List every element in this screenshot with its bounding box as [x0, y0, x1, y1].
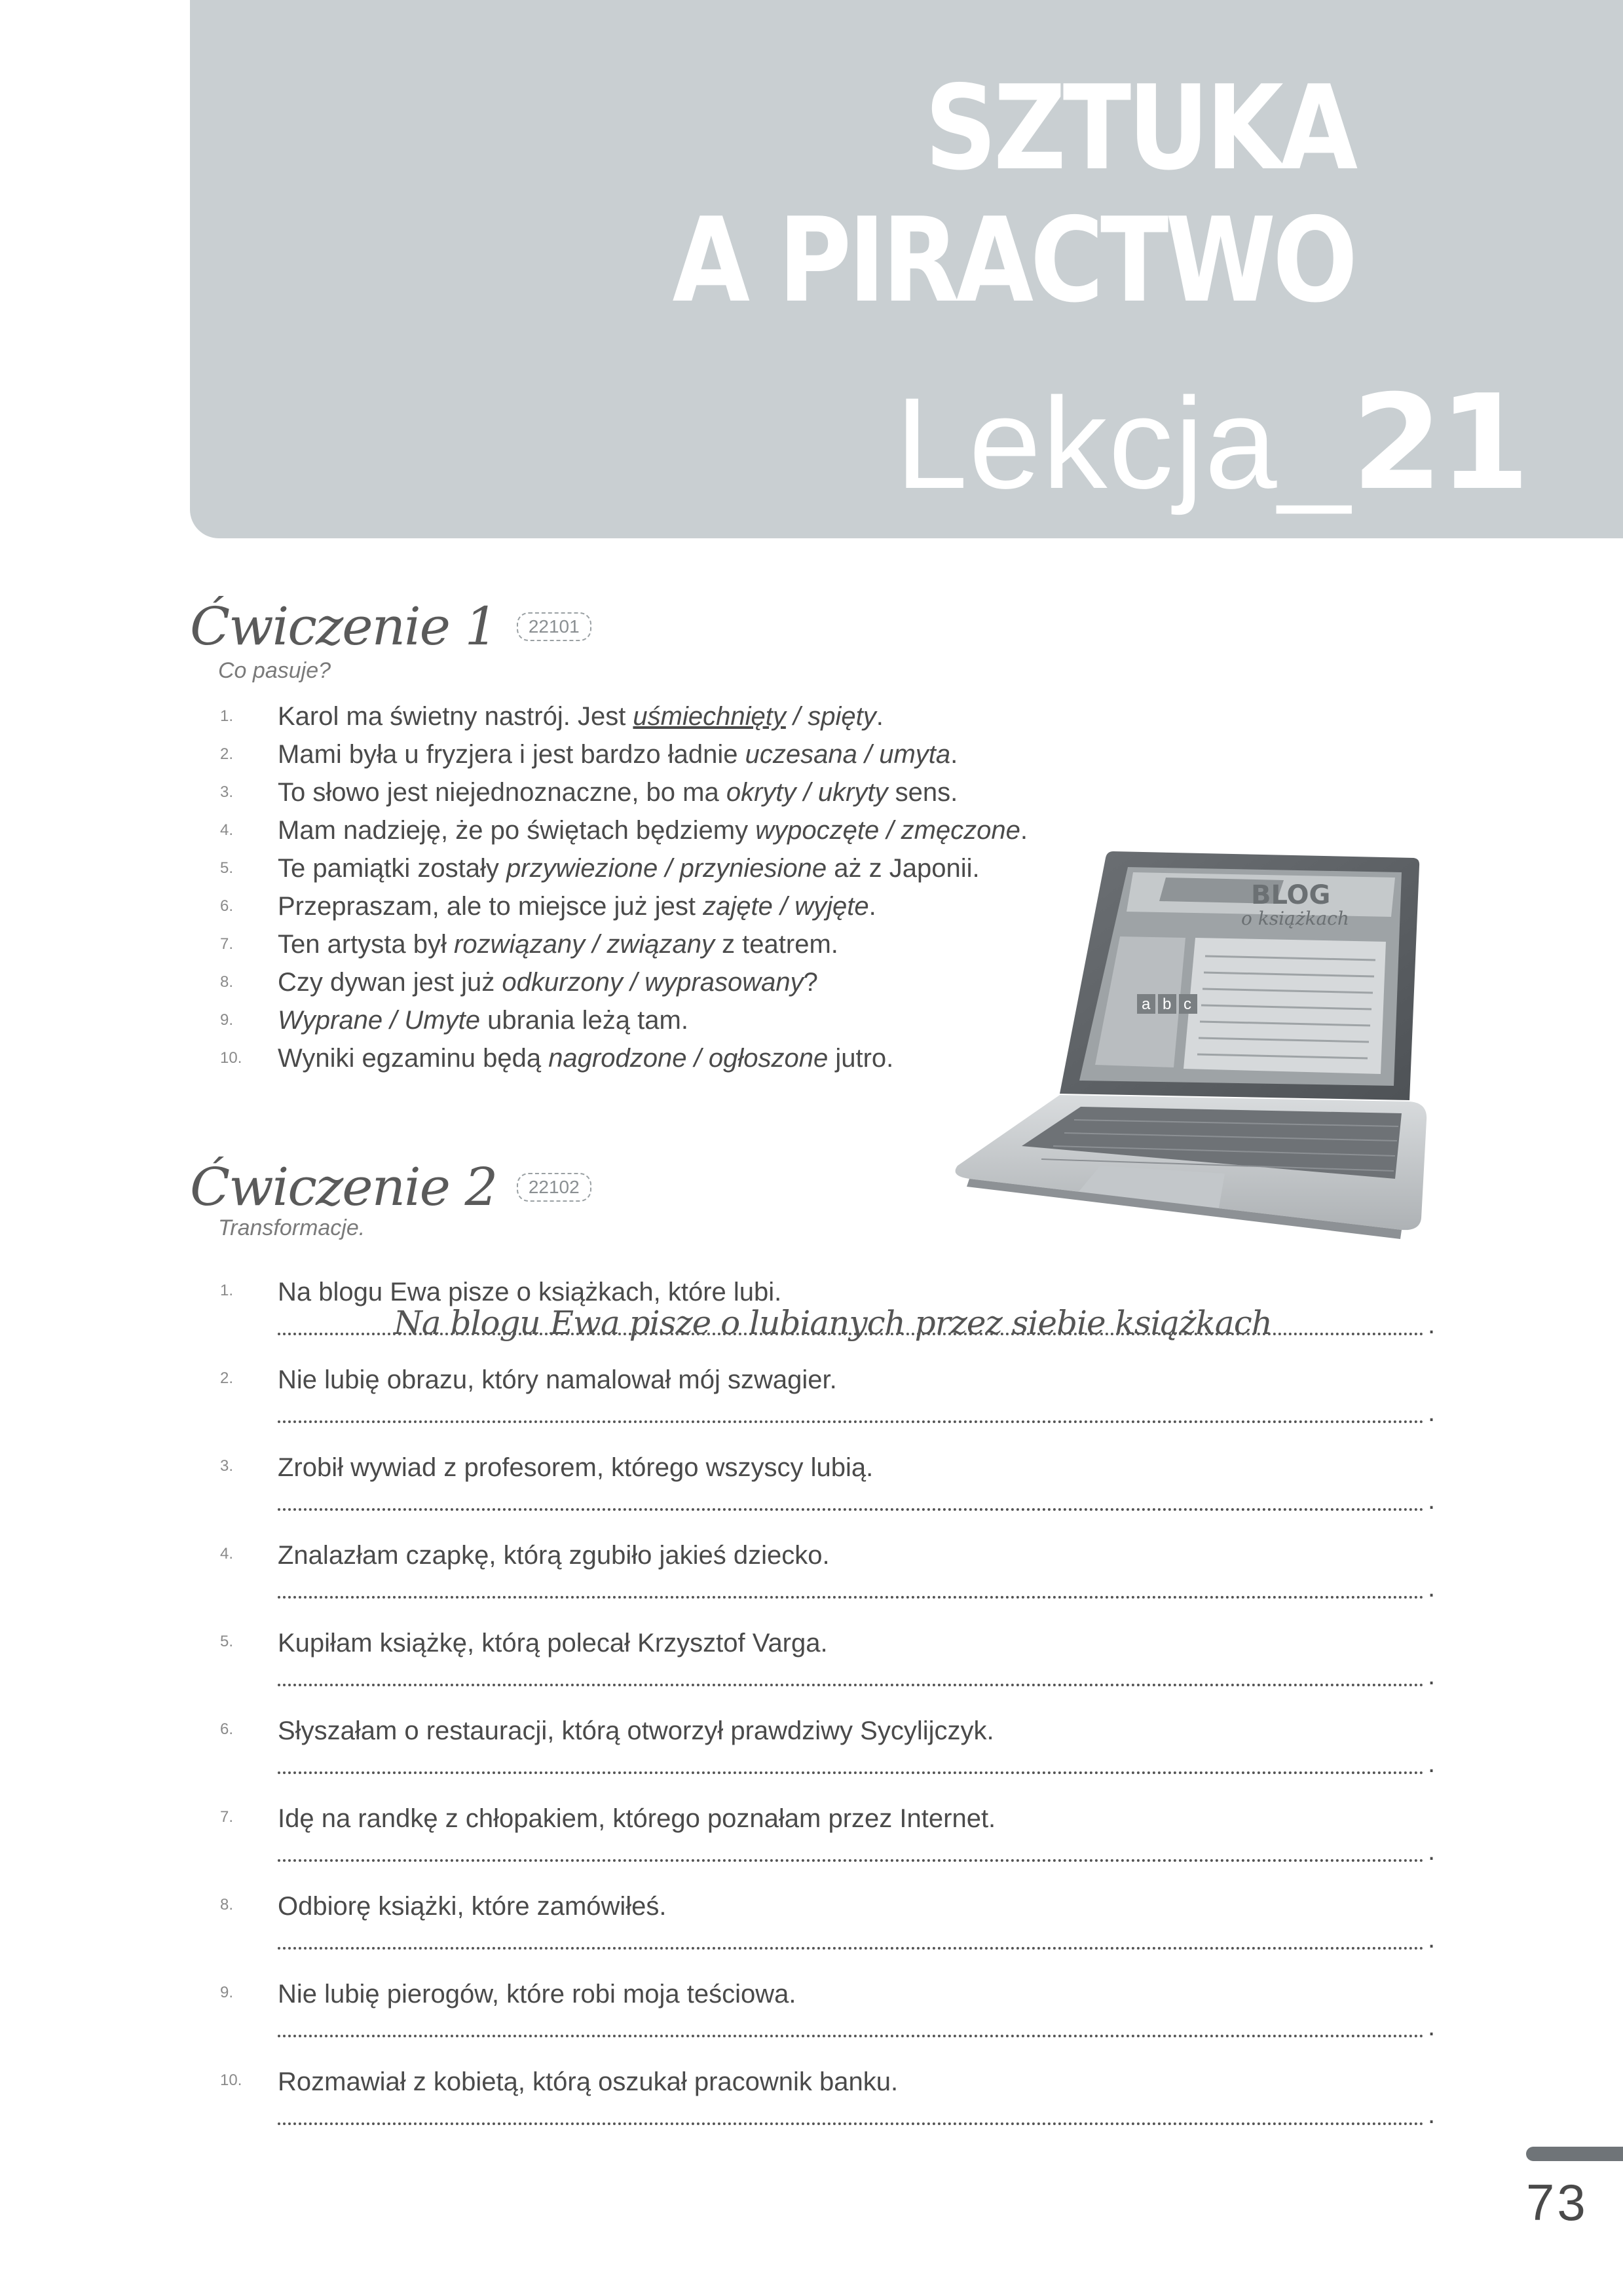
sentence-text: Czy dywan jest już	[278, 968, 502, 997]
option-2[interactable]: umyta	[879, 740, 951, 769]
item-sentence: Kupiłam książkę, którą polecał Krzysztof Varga.	[278, 1629, 828, 1657]
answer-line[interactable]	[278, 2015, 1424, 2037]
answer-line-end: .	[1428, 1749, 1436, 1778]
option-1[interactable]: przywiezione	[506, 854, 658, 883]
option-2[interactable]: zmęczone	[901, 816, 1020, 845]
answer-line[interactable]	[278, 1840, 1424, 1862]
item-sentence	[278, 849, 980, 887]
sentence-text: Ten artysta był	[278, 930, 455, 959]
item-number: 2.	[220, 1369, 234, 1387]
item-number: 7.	[220, 935, 234, 953]
item-number: 6.	[220, 897, 234, 915]
answer-line-end: .	[1428, 1925, 1436, 1953]
answer-line[interactable]	[278, 1664, 1424, 1686]
sentence-text: .	[876, 702, 884, 731]
exercise-2-instruction: Transformacje.	[218, 1215, 365, 1240]
sentence-text: .	[868, 892, 876, 921]
item-number: 8.	[220, 973, 234, 991]
option-2[interactable]: Umyte	[404, 1006, 480, 1035]
item-sentence: Nie lubię obrazu, który namalował mój szwagier.	[278, 1365, 837, 1394]
exercise-1-title: Ćwiczenie 1	[190, 596, 497, 657]
item-sentence	[278, 773, 958, 811]
item-sentence	[278, 963, 818, 1001]
title-line-1: SZTUKA	[924, 60, 1354, 196]
option-2[interactable]: przyniesione	[679, 854, 827, 883]
item-number: 2.	[220, 745, 234, 763]
item-sentence	[278, 925, 838, 963]
sentence-text: To słowo jest niejednoznaczne, bo ma	[278, 778, 726, 807]
item-sentence	[278, 697, 884, 735]
title-line-2: A PIRACTWO	[672, 193, 1354, 328]
option-2[interactable]: spięty	[808, 702, 876, 731]
exercise-1-item	[220, 735, 1137, 773]
answer-line-end: .	[1428, 1310, 1436, 1339]
option-1[interactable]: uczesana	[745, 740, 857, 769]
laptop-screen-subtitle: o książkach	[1241, 908, 1349, 929]
lesson-word: Lekcja_	[895, 371, 1352, 515]
laptop-letter-c: c	[1184, 995, 1191, 1013]
item-sentence: Zrobił wywiad z profesorem, którego wszyscy lubią.	[278, 1453, 874, 1482]
sentence-text: sens.	[887, 778, 958, 807]
item-number: 1.	[220, 707, 234, 725]
exercise-1-instruction: Co pasuje?	[218, 658, 331, 683]
item-number: 5.	[220, 859, 234, 877]
option-separator: /	[785, 702, 808, 731]
item-number: 3.	[220, 1457, 234, 1475]
sentence-text: Wyniki egzaminu będą	[278, 1044, 549, 1073]
sentence-text: .	[950, 740, 958, 769]
item-number: 5.	[220, 1633, 234, 1650]
sentence-text: .	[1020, 816, 1028, 845]
sentence-text: z teatrem.	[714, 930, 838, 959]
answer-line-end: .	[1428, 1486, 1436, 1515]
option-1[interactable]: okryty	[726, 778, 796, 807]
option-1[interactable]: Wyprane	[278, 1006, 383, 1035]
lesson-number: 21	[1351, 367, 1526, 519]
exercise-2-item	[220, 1537, 1436, 1625]
exercise-1-item	[220, 697, 1137, 735]
option-separator: /	[879, 816, 901, 845]
option-1[interactable]: nagrodzone	[548, 1044, 687, 1073]
item-number: 6.	[220, 1720, 234, 1738]
option-separator: /	[857, 740, 880, 769]
laptop-screen-title: BLOG	[1251, 880, 1331, 910]
item-sentence: Idę na randkę z chłopakiem, którego poznałam przez Internet.	[278, 1804, 996, 1833]
answer-line[interactable]	[278, 1401, 1424, 1423]
item-number: 4.	[220, 821, 234, 839]
item-sentence: Słyszałam o restauracji, którą otworzył prawdziwy Sycylijczyk.	[278, 1716, 994, 1745]
item-number: 8.	[220, 1896, 234, 1914]
item-sentence: Odbiorę książki, które zamówiłeś.	[278, 1892, 667, 1921]
answer-line-end: .	[1428, 1574, 1436, 1602]
item-number: 10.	[220, 1049, 242, 1067]
item-sentence: Nie lubię pierogów, które robi moja teściowa.	[278, 1980, 796, 2009]
item-number: 7.	[220, 1808, 234, 1826]
item-number: 9.	[220, 1984, 234, 2001]
laptop-illustration	[943, 838, 1441, 1270]
answer-line[interactable]	[278, 2103, 1424, 2125]
answer-line-end: .	[1428, 1398, 1436, 1427]
exercise-2-item	[220, 1274, 1436, 1361]
option-separator: /	[382, 1006, 405, 1035]
option-separator: /	[658, 854, 680, 883]
exercise-2-title: Ćwiczenie 2	[190, 1157, 497, 1217]
sentence-text: Mam nadzieję, że po świętach będziemy	[278, 816, 756, 845]
sentence-text: aż z Japonii.	[827, 854, 980, 883]
item-sentence	[278, 1001, 688, 1039]
option-2[interactable]: związany	[606, 930, 715, 959]
exercise-2-item	[220, 1713, 1436, 1800]
option-2[interactable]: wyprasowany	[644, 968, 804, 997]
item-sentence	[278, 887, 876, 925]
sentence-text: ubrania leżą tam.	[479, 1006, 688, 1035]
item-sentence: Na blogu Ewa pisze o książkach, które lubi.	[278, 1278, 782, 1306]
exercise-2-item	[220, 1449, 1436, 1537]
answer-line-end: .	[1428, 1661, 1436, 1690]
item-number: 9.	[220, 1011, 234, 1029]
exercise-1-heading	[190, 596, 591, 657]
exercise-2-list	[220, 1274, 1436, 2151]
laptop-letter-b: b	[1163, 995, 1172, 1013]
option-separator: /	[796, 778, 818, 807]
sentence-text: Mami była u fryzjera i jest bardzo ładnie	[278, 740, 745, 769]
exercise-2-item	[220, 2064, 1436, 2151]
option-1[interactable]: zajęte	[703, 892, 773, 921]
answer-line-end: .	[1428, 1837, 1436, 1866]
answer-line[interactable]	[278, 1489, 1424, 1511]
option-separator: /	[585, 930, 607, 959]
option-separator: /	[686, 1044, 709, 1073]
sentence-text: Te pamiątki zostały	[278, 854, 507, 883]
answer-line[interactable]	[278, 1576, 1424, 1599]
exercise-2-code: 22102	[517, 1173, 591, 1202]
answer-line-end: .	[1428, 2012, 1436, 2041]
answer-line[interactable]	[278, 1752, 1424, 1774]
option-1[interactable]: odkurzony	[502, 968, 623, 997]
handwritten-answer: Na blogu Ewa pisze o lubianych przez siebie książkach	[394, 1304, 1272, 1342]
item-number: 10.	[220, 2071, 242, 2089]
laptop-letter-a: a	[1142, 995, 1151, 1013]
item-sentence	[278, 811, 1028, 849]
exercise-1-code: 22101	[517, 612, 591, 641]
page-number-bar	[1526, 2147, 1623, 2161]
exercise-2-item	[220, 1625, 1436, 1713]
lesson-label	[895, 367, 1526, 519]
exercise-2-item	[220, 1361, 1436, 1449]
page-number: 73	[1526, 2174, 1588, 2231]
item-sentence	[278, 735, 958, 773]
sentence-text: ?	[803, 968, 818, 997]
sentence-text: jutro.	[828, 1044, 894, 1073]
lesson-title	[673, 62, 1354, 327]
exercise-2-heading	[190, 1157, 591, 1217]
option-separator: /	[622, 968, 645, 997]
option-1[interactable]: wypoczęte	[755, 816, 880, 845]
exercise-2-item	[220, 1888, 1436, 1976]
exercise-2-item	[220, 1800, 1436, 1888]
option-separator: /	[772, 892, 795, 921]
item-sentence: Rozmawiał z kobietą, którą oszukał pracownik banku.	[278, 2067, 899, 2096]
answer-line[interactable]	[278, 1927, 1424, 1950]
option-2[interactable]: ukryty	[817, 778, 888, 807]
answer-line-end: .	[1428, 2100, 1436, 2129]
item-sentence: Znalazłam czapkę, którą zgubiło jakieś dziecko.	[278, 1541, 830, 1570]
option-2[interactable]: ogłoszone	[708, 1044, 829, 1073]
sentence-text: Karol ma świetny nastrój. Jest	[278, 702, 633, 731]
option-2[interactable]: wyjęte	[794, 892, 869, 921]
item-number: 1.	[220, 1282, 234, 1299]
option-1[interactable]: uśmiechnięty	[633, 702, 786, 731]
exercise-1-item	[220, 773, 1137, 811]
exercise-2-item	[220, 1976, 1436, 2064]
option-1[interactable]: rozwiązany	[454, 930, 586, 959]
item-number: 3.	[220, 783, 234, 801]
item-sentence	[278, 1039, 893, 1077]
sentence-text: Przepraszam, ale to miejsce już jest	[278, 892, 703, 921]
item-number: 4.	[220, 1545, 234, 1563]
